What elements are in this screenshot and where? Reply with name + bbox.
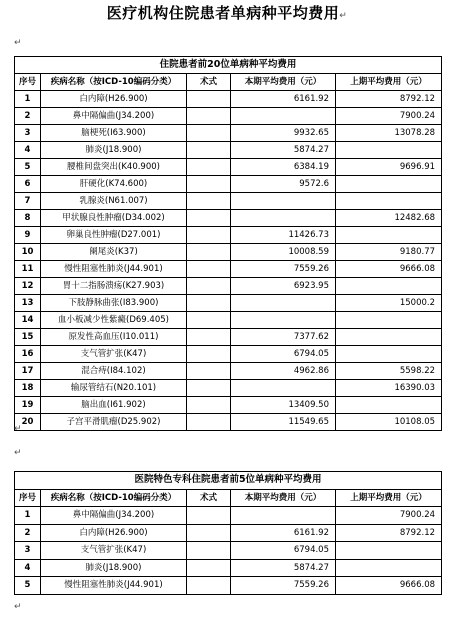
table-row <box>15 278 442 295</box>
row-number: 5 <box>15 577 41 595</box>
paragraph-mark-icon: ↵ <box>14 602 22 612</box>
table-row <box>15 159 442 176</box>
table-row <box>15 542 442 560</box>
header-seq: 序号 <box>15 489 41 507</box>
row-number: 7 <box>15 193 41 210</box>
current-cost-cell: 7377.62 <box>231 329 336 346</box>
row-number: 9 <box>15 227 41 244</box>
header-procedure: 术式 <box>187 489 231 507</box>
disease-name-cell: 血小板减少性紫癜(D69.405) <box>41 312 187 329</box>
row-number: 1 <box>15 91 41 108</box>
current-cost-cell: 5874.27 <box>231 142 336 159</box>
current-cost-cell: 6794.05 <box>231 542 336 560</box>
table-row <box>15 125 442 142</box>
procedure-cell <box>187 559 231 577</box>
current-cost-cell: 6384.19 <box>231 159 336 176</box>
disease-name-cell: 卵巢良性肿瘤(D27.001) <box>41 227 187 244</box>
disease-name-cell: 肺炎(J18.900) <box>41 142 187 159</box>
disease-name-cell: 支气管扩张(K47) <box>41 542 187 560</box>
table-header-row <box>15 74 442 91</box>
previous-cost-cell <box>336 142 442 159</box>
row-number: 4 <box>15 142 41 159</box>
current-cost-cell: 7559.26 <box>231 261 336 278</box>
header-disease-name: 疾病名称（按ICD-10编码分类） <box>41 489 187 507</box>
current-cost-cell <box>231 507 336 525</box>
procedure-cell <box>187 397 231 414</box>
disease-name-cell: 阑尾炎(K37) <box>41 244 187 261</box>
procedure-cell <box>187 244 231 261</box>
header-previous-cost: 上期平均费用（元） <box>336 489 442 507</box>
table-row <box>15 91 442 108</box>
procedure-cell <box>187 329 231 346</box>
procedure-cell <box>187 577 231 595</box>
previous-cost-cell: 15000.2 <box>336 295 442 312</box>
procedure-cell <box>187 210 231 227</box>
previous-cost-cell: 7900.24 <box>336 507 442 525</box>
previous-cost-cell: 8792.12 <box>336 91 442 108</box>
previous-cost-cell <box>336 329 442 346</box>
table-row <box>15 380 442 397</box>
header-previous-cost: 上期平均费用（元） <box>336 74 442 91</box>
table-row <box>15 193 442 210</box>
paragraph-mark-icon: ↵ <box>14 448 22 458</box>
specialty-top5-disease-cost-table <box>14 471 442 595</box>
current-cost-cell: 10008.59 <box>231 244 336 261</box>
row-number: 10 <box>15 244 41 261</box>
paragraph-mark-icon: ↵ <box>14 424 22 434</box>
procedure-cell <box>187 295 231 312</box>
procedure-cell <box>187 363 231 380</box>
row-number: 3 <box>15 542 41 560</box>
procedure-cell <box>187 507 231 525</box>
procedure-cell <box>187 193 231 210</box>
disease-name-cell: 脑出血(I61.902) <box>41 397 187 414</box>
table-row <box>15 346 442 363</box>
table-caption: 医院特色专科住院患者前5位单病种平均费用 <box>15 472 442 490</box>
procedure-cell <box>187 125 231 142</box>
current-cost-cell: 13409.50 <box>231 397 336 414</box>
previous-cost-cell: 10108.05 <box>336 414 442 431</box>
disease-name-cell: 白内障(H26.900) <box>41 524 187 542</box>
previous-cost-cell <box>336 176 442 193</box>
disease-name-cell: 白内障(H26.900) <box>41 91 187 108</box>
previous-cost-cell: 9666.08 <box>336 577 442 595</box>
previous-cost-cell <box>336 397 442 414</box>
current-cost-cell: 7559.26 <box>231 577 336 595</box>
row-number: 11 <box>15 261 41 278</box>
table-row <box>15 559 442 577</box>
table-row <box>15 397 442 414</box>
current-cost-cell: 11426.73 <box>231 227 336 244</box>
table-row <box>15 363 442 380</box>
table-row <box>15 108 442 125</box>
previous-cost-cell <box>336 193 442 210</box>
disease-name-cell: 鼻中隔偏曲(J34.200) <box>41 507 187 525</box>
procedure-cell <box>187 159 231 176</box>
table-row <box>15 244 442 261</box>
previous-cost-cell: 9696.91 <box>336 159 442 176</box>
current-cost-cell: 9932.65 <box>231 125 336 142</box>
current-cost-cell: 9572.6 <box>231 176 336 193</box>
disease-name-cell: 乳腺炎(N61.007) <box>41 193 187 210</box>
procedure-cell <box>187 91 231 108</box>
row-number: 1 <box>15 507 41 525</box>
table-row <box>15 261 442 278</box>
row-number: 18 <box>15 380 41 397</box>
row-number: 6 <box>15 176 41 193</box>
row-number: 2 <box>15 524 41 542</box>
disease-name-cell: 鼻中隔偏曲(J34.200) <box>41 108 187 125</box>
row-number: 5 <box>15 159 41 176</box>
disease-name-cell: 甲状腺良性肿瘤(D34.002) <box>41 210 187 227</box>
procedure-cell <box>187 414 231 431</box>
current-cost-cell: 6923.95 <box>231 278 336 295</box>
row-number: 13 <box>15 295 41 312</box>
procedure-cell <box>187 380 231 397</box>
row-number: 19 <box>15 397 41 414</box>
current-cost-cell: 11549.65 <box>231 414 336 431</box>
current-cost-cell: 4962.86 <box>231 363 336 380</box>
previous-cost-cell <box>336 278 442 295</box>
current-cost-cell <box>231 210 336 227</box>
procedure-cell <box>187 176 231 193</box>
table-row <box>15 176 442 193</box>
current-cost-cell: 5874.27 <box>231 559 336 577</box>
current-cost-cell: 6161.92 <box>231 524 336 542</box>
procedure-cell <box>187 261 231 278</box>
previous-cost-cell <box>336 346 442 363</box>
current-cost-cell <box>231 380 336 397</box>
previous-cost-cell: 9180.77 <box>336 244 442 261</box>
disease-name-cell: 支气管扩张(K47) <box>41 346 187 363</box>
previous-cost-cell: 5598.22 <box>336 363 442 380</box>
disease-name-cell: 腰椎间盘突出(K40.900) <box>41 159 187 176</box>
procedure-cell <box>187 524 231 542</box>
row-number: 12 <box>15 278 41 295</box>
document-title <box>0 4 454 25</box>
paragraph-mark-icon: ↵ <box>14 38 22 48</box>
table-row <box>15 142 442 159</box>
procedure-cell <box>187 227 231 244</box>
current-cost-cell <box>231 108 336 125</box>
current-cost-cell: 6161.92 <box>231 91 336 108</box>
disease-name-cell: 混合痔(I84.102) <box>41 363 187 380</box>
table-row <box>15 414 442 431</box>
table-body <box>15 507 442 595</box>
paragraph-mark-icon: ↵ <box>339 11 348 21</box>
table-row <box>15 577 442 595</box>
header-current-cost: 本期平均费用（元） <box>231 74 336 91</box>
table-row <box>15 329 442 346</box>
row-number: 17 <box>15 363 41 380</box>
disease-name-cell: 脑梗死(I63.900) <box>41 125 187 142</box>
procedure-cell <box>187 108 231 125</box>
table-header-row <box>15 489 442 507</box>
table-row <box>15 507 442 525</box>
current-cost-cell: 6794.05 <box>231 346 336 363</box>
procedure-cell <box>187 346 231 363</box>
row-number: 20 <box>15 414 41 431</box>
disease-name-cell: 肝硬化(K74.600) <box>41 176 187 193</box>
procedure-cell <box>187 312 231 329</box>
header-procedure: 术式 <box>187 74 231 91</box>
document-title-text: 医疗机构住院患者单病种平均费用 <box>106 4 340 22</box>
row-number: 3 <box>15 125 41 142</box>
table-body <box>15 91 442 431</box>
table-row <box>15 295 442 312</box>
top20-disease-cost-table <box>14 56 442 431</box>
disease-name-cell: 胃十二指肠溃疡(K27.903) <box>41 278 187 295</box>
previous-cost-cell <box>336 312 442 329</box>
procedure-cell <box>187 278 231 295</box>
header-seq: 序号 <box>15 74 41 91</box>
disease-name-cell: 下肢静脉曲张(I83.900) <box>41 295 187 312</box>
table-row <box>15 210 442 227</box>
disease-name-cell: 子宫平滑肌瘤(D25.902) <box>41 414 187 431</box>
row-number: 15 <box>15 329 41 346</box>
header-current-cost: 本期平均费用（元） <box>231 489 336 507</box>
previous-cost-cell: 13078.28 <box>336 125 442 142</box>
previous-cost-cell: 16390.03 <box>336 380 442 397</box>
procedure-cell <box>187 142 231 159</box>
current-cost-cell <box>231 193 336 210</box>
procedure-cell <box>187 542 231 560</box>
table-row <box>15 524 442 542</box>
previous-cost-cell <box>336 542 442 560</box>
previous-cost-cell: 12482.68 <box>336 210 442 227</box>
disease-name-cell: 输尿管结石(N20.101) <box>41 380 187 397</box>
previous-cost-cell <box>336 227 442 244</box>
table-row <box>15 312 442 329</box>
current-cost-cell <box>231 312 336 329</box>
disease-name-cell: 原发性高血压(I10.011) <box>41 329 187 346</box>
disease-name-cell: 慢性阻塞性肺炎(J44.901) <box>41 577 187 595</box>
disease-name-cell: 肺炎(J18.900) <box>41 559 187 577</box>
table-caption: 住院患者前20位单病种平均费用 <box>15 57 442 74</box>
previous-cost-cell <box>336 559 442 577</box>
previous-cost-cell: 9666.08 <box>336 261 442 278</box>
table-row <box>15 227 442 244</box>
disease-name-cell: 慢性阻塞性肺炎(J44.901) <box>41 261 187 278</box>
row-number: 8 <box>15 210 41 227</box>
previous-cost-cell: 7900.24 <box>336 108 442 125</box>
header-disease-name: 疾病名称（按ICD-10编码分类） <box>41 74 187 91</box>
row-number: 2 <box>15 108 41 125</box>
row-number: 16 <box>15 346 41 363</box>
row-number: 4 <box>15 559 41 577</box>
current-cost-cell <box>231 295 336 312</box>
row-number: 14 <box>15 312 41 329</box>
previous-cost-cell: 8792.12 <box>336 524 442 542</box>
